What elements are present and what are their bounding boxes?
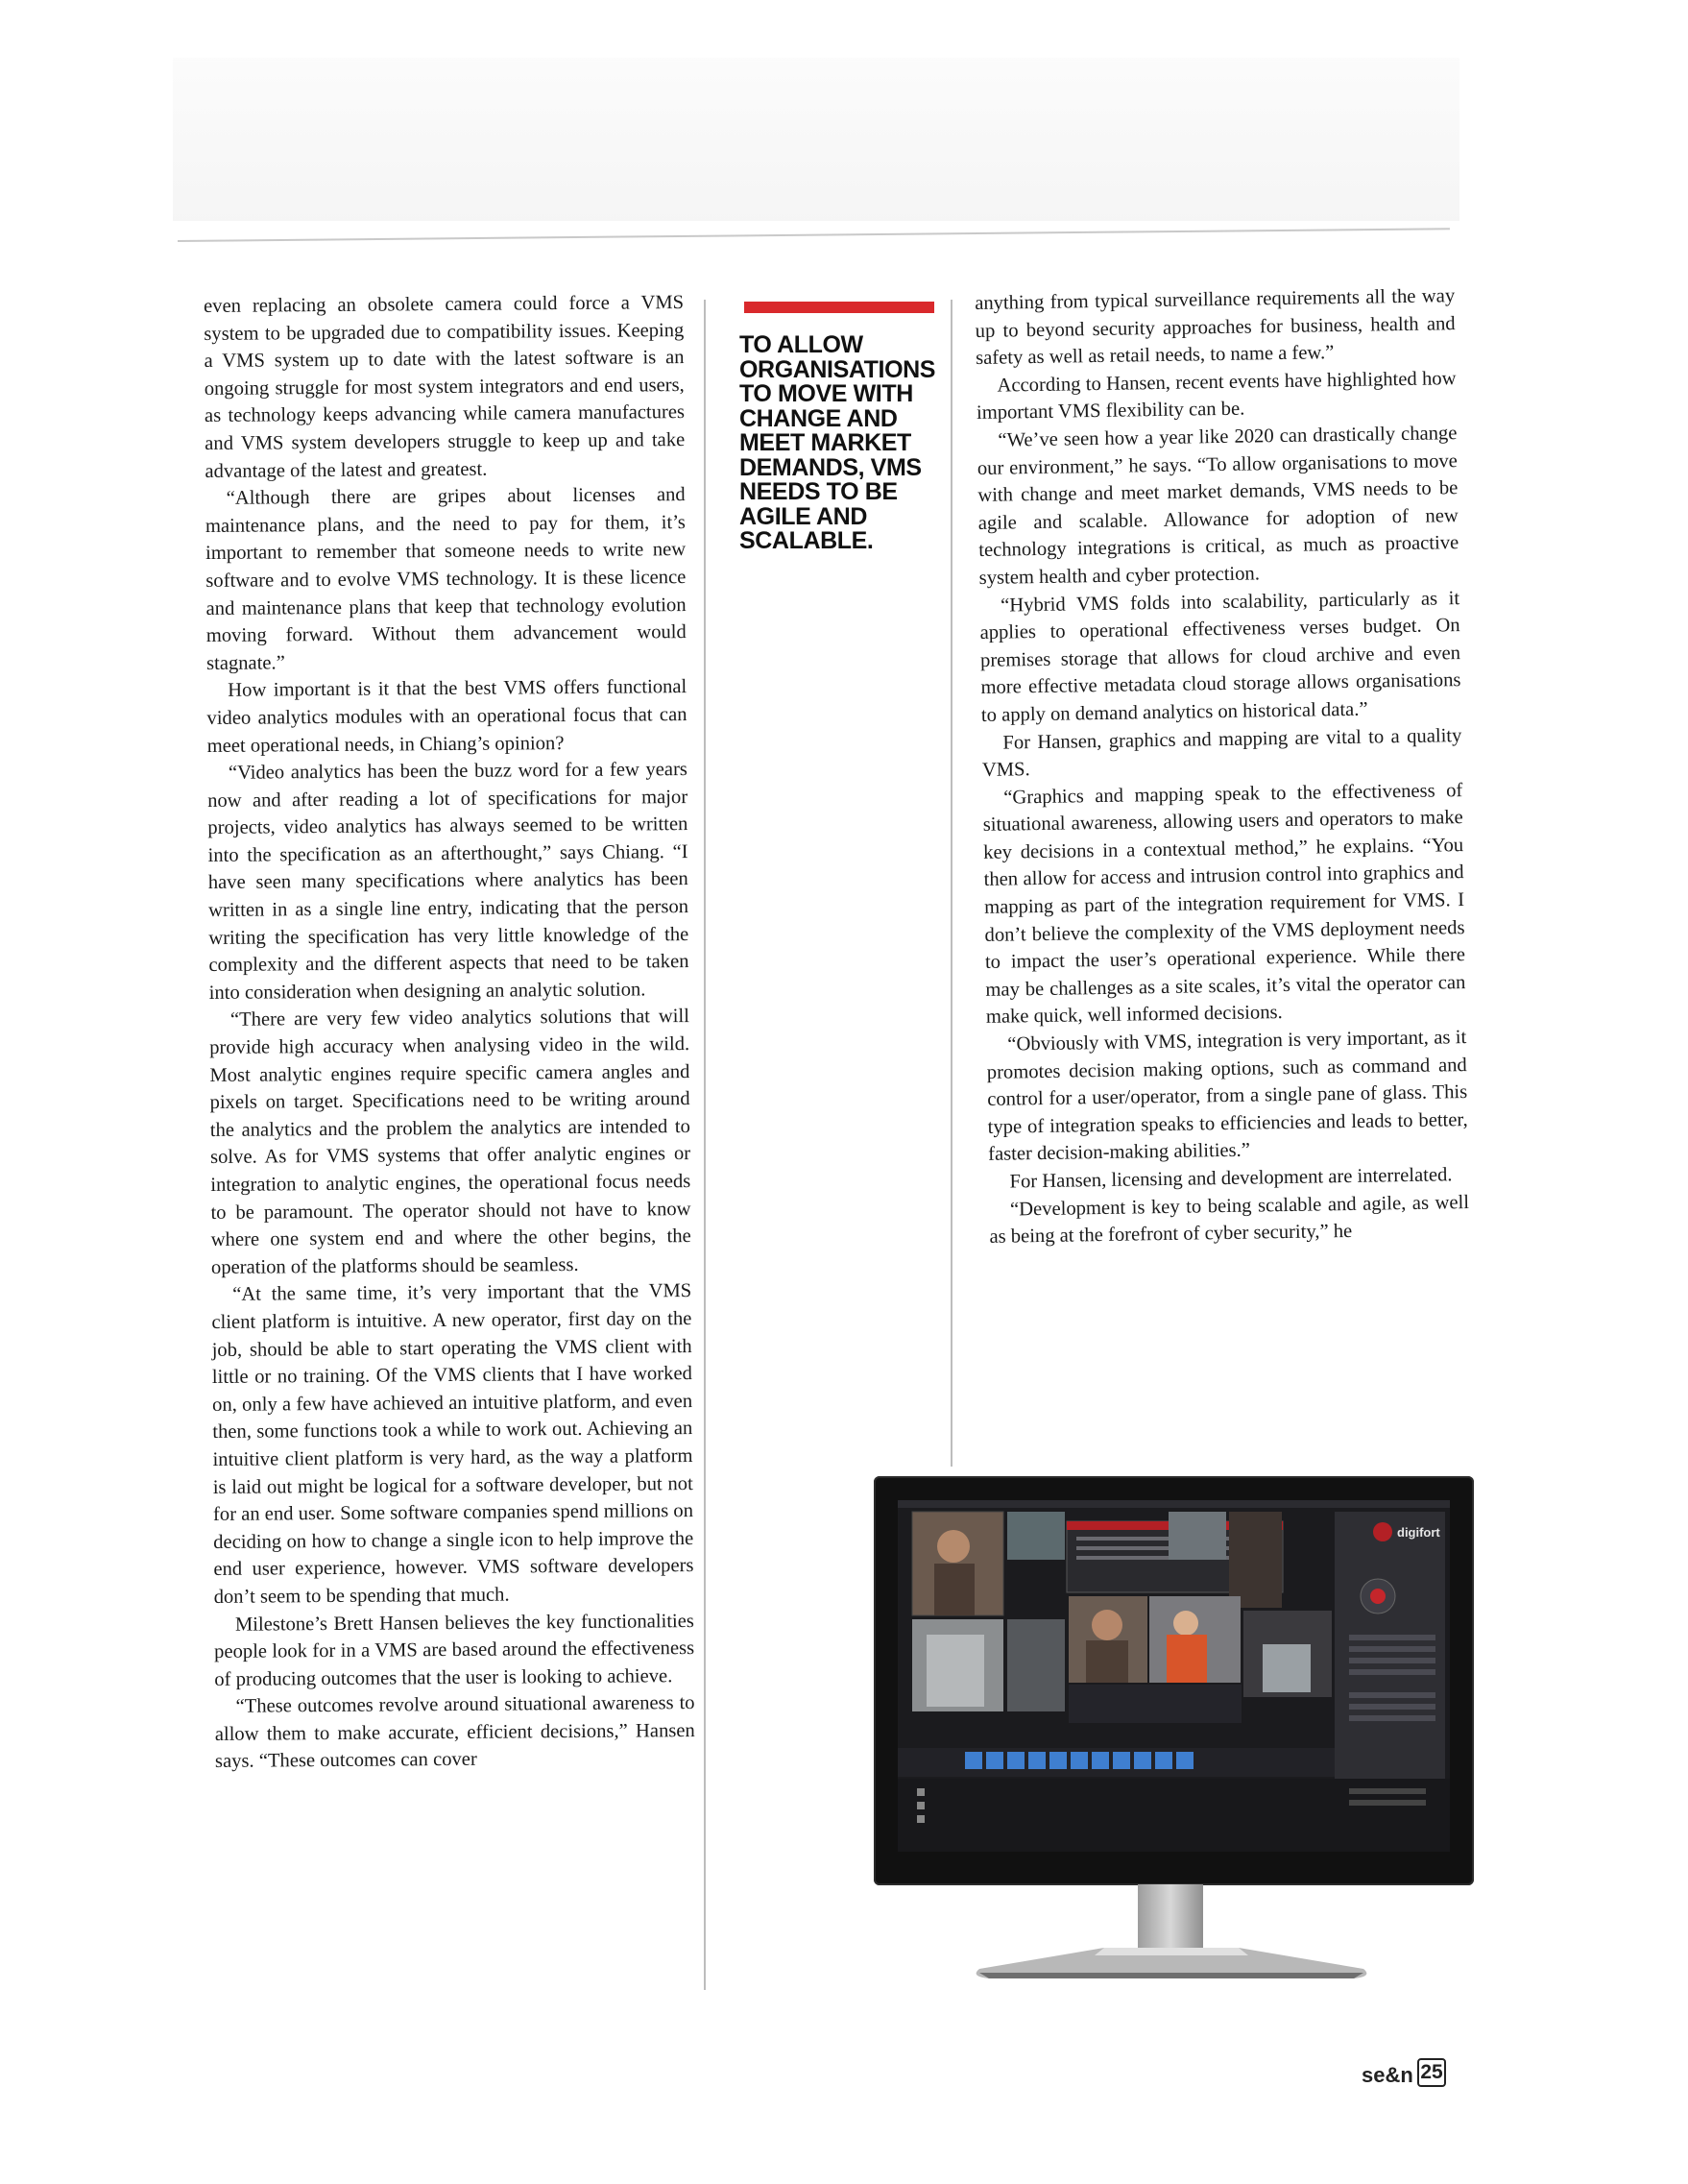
paragraph: “Video analytics has been the buzz word for a few years now and after reading a lot of specifications for major projects, video analytics has always seemed to be written into the specification as an afterthought,” says Chiang. “I have seen many specifications where analytics has been written in as a single line entry, indicating that the person writing the specification has very little knowledge of the complexity and the different aspects that need to be taken into consideration when designing an analytic solution. (207, 759, 689, 1004)
publication-mark: se&n (1362, 2063, 1413, 2087)
paragraph: “Development is key to being scalable and agile, as well as being at the forefront of cyber security,” he (989, 1191, 1470, 1249)
paragraph: “We’ve seen how a year like 2020 can drastically change our environment,” he says. “To allow organisations to move with change and meet market demands, VMS needs to be agile and scalable. Allowance for adoption of new technology integrations is critical, as much as proactive system health and cyber protection. (977, 423, 1459, 589)
header-rule (178, 228, 1450, 242)
left-text-column (204, 289, 695, 1776)
paragraph: “Hybrid VMS folds into scalability, particularly as it applies to operational effectiveness verses budget. On premises storage that allows for cloud archive and even more effective metadata cloud storage allows organisations to apply on demand analytics on historical data.” (979, 587, 1461, 726)
monitor-photo (874, 1476, 1474, 1885)
paragraph: anything from typical surveillance requirements all the way up to beyond security approaches for business, health and safety as well as retail needs, to name a few.” (975, 285, 1456, 370)
paragraph: For Hansen, licensing and development are interrelated. (1009, 1164, 1453, 1193)
faded-header-area (173, 58, 1459, 221)
vms-interface-illustration (898, 1500, 1450, 1852)
column-divider (704, 300, 706, 1990)
pull-quote: TO ALLOW ORGANISATIONS TO MOVE WITH CHANGE AND MEET MARKET DEMANDS, VMS NEEDS TO BE AGILE AND SCALABLE. (739, 331, 936, 554)
paragraph: “There are very few video analytics solutions that will provide high accuracy when analysing video in the wild. Most analytic engines require specific camera angles and pixels on target. Specifications need to be writing around the analytics and the problem the analytics are intended to solve. As for VMS systems that offer analytic engines or integration to analytic engines, the operational focus needs to be paramount. The operator should not have to know where one system end and where the other begins, the operation of the platforms should be seamless. (209, 1006, 691, 1278)
paragraph: “At the same time, it’s very important that the VMS client platform is intuitive. A new operator, first day on the job, should be able to start operating the VMS client with little or no training. Of the VMS clients that I have worked on, only a few have achieved an intuitive platform, and even then, some functions took a while to work out. Achieving an intuitive client platform is very hard, as the way a platform is laid out might be logical for a software developer, but not for an end user. Some software companies spend millions on deciding on how to change a single icon to help improve the end user experience, however. VMS software developers don’t seem to be spending that much. (211, 1280, 694, 1608)
screen-brand: digifort (1397, 1525, 1440, 1540)
paragraph: According to Hansen, recent events have highlighted how important VMS flexibility can be. (976, 367, 1457, 425)
paragraph: “Although there are gripes about licenses and maintenance plans, and the need to pay for them, it’s important to remember that someone needs to write new software and to evolve VMS technology. It is these licence and maintenance plans that keep that technology evolution moving forward. Without them advancement would stagnate.” (205, 484, 687, 674)
pull-quote-accent-bar (744, 302, 934, 313)
paragraph: “Obviously with VMS, integration is very important, as it promotes decision making options, such as command and control for a user/operator, from a single pane of glass. This type of integration speaks to efficiencies and leads to better, faster decision-making abilities.” (986, 1027, 1468, 1166)
paragraph: “These outcomes revolve around situational awareness to allow them to make accurate, efficient decisions,” Hansen says. “These outcomes can cover (214, 1692, 695, 1773)
paragraph: “Graphics and mapping speak to the effectiveness of situational awareness, allowing users and operators to make key decisions in a contextual method,” he explains. “You then allow for access and intrusion control into graphics and mapping as part of the integration requirement for VMS. I don’t believe the complexity of the VMS deployment needs to impact the user’s operational experience. While there may be challenges as a site scales, it’s vital the operator can make quick, well informed decisions. (982, 779, 1466, 1029)
page-number: 25 (1417, 2058, 1446, 2087)
right-text-column (975, 282, 1470, 1251)
monitor-stand-base (960, 1944, 1383, 1982)
monitor-stand-neck (1138, 1884, 1203, 1952)
column-divider (951, 300, 953, 1467)
vms-screen (898, 1500, 1450, 1852)
paragraph: How important is it that the best VMS offers functional video analytics modules with an operational focus that can meet operational needs, in Chiang’s opinion? (206, 676, 687, 757)
paragraph: Milestone’s Brett Hansen believes the key functionalities people look for in a VMS are based around the effectiveness of producing outcomes that the user is looking to achieve. (214, 1610, 695, 1690)
paragraph: For Hansen, graphics and mapping are vital to a quality VMS. (981, 724, 1462, 782)
paragraph: even replacing an obsolete camera could force a VMS system to be upgraded due to compatibility issues. Keeping a VMS system up to date with the latest software is an ongoing struggle for most system integrators and end users, as technology keeps advancing while camera manufactures and VMS system developers struggle to keep up and take advantage of the latest and greatest. (204, 292, 686, 482)
